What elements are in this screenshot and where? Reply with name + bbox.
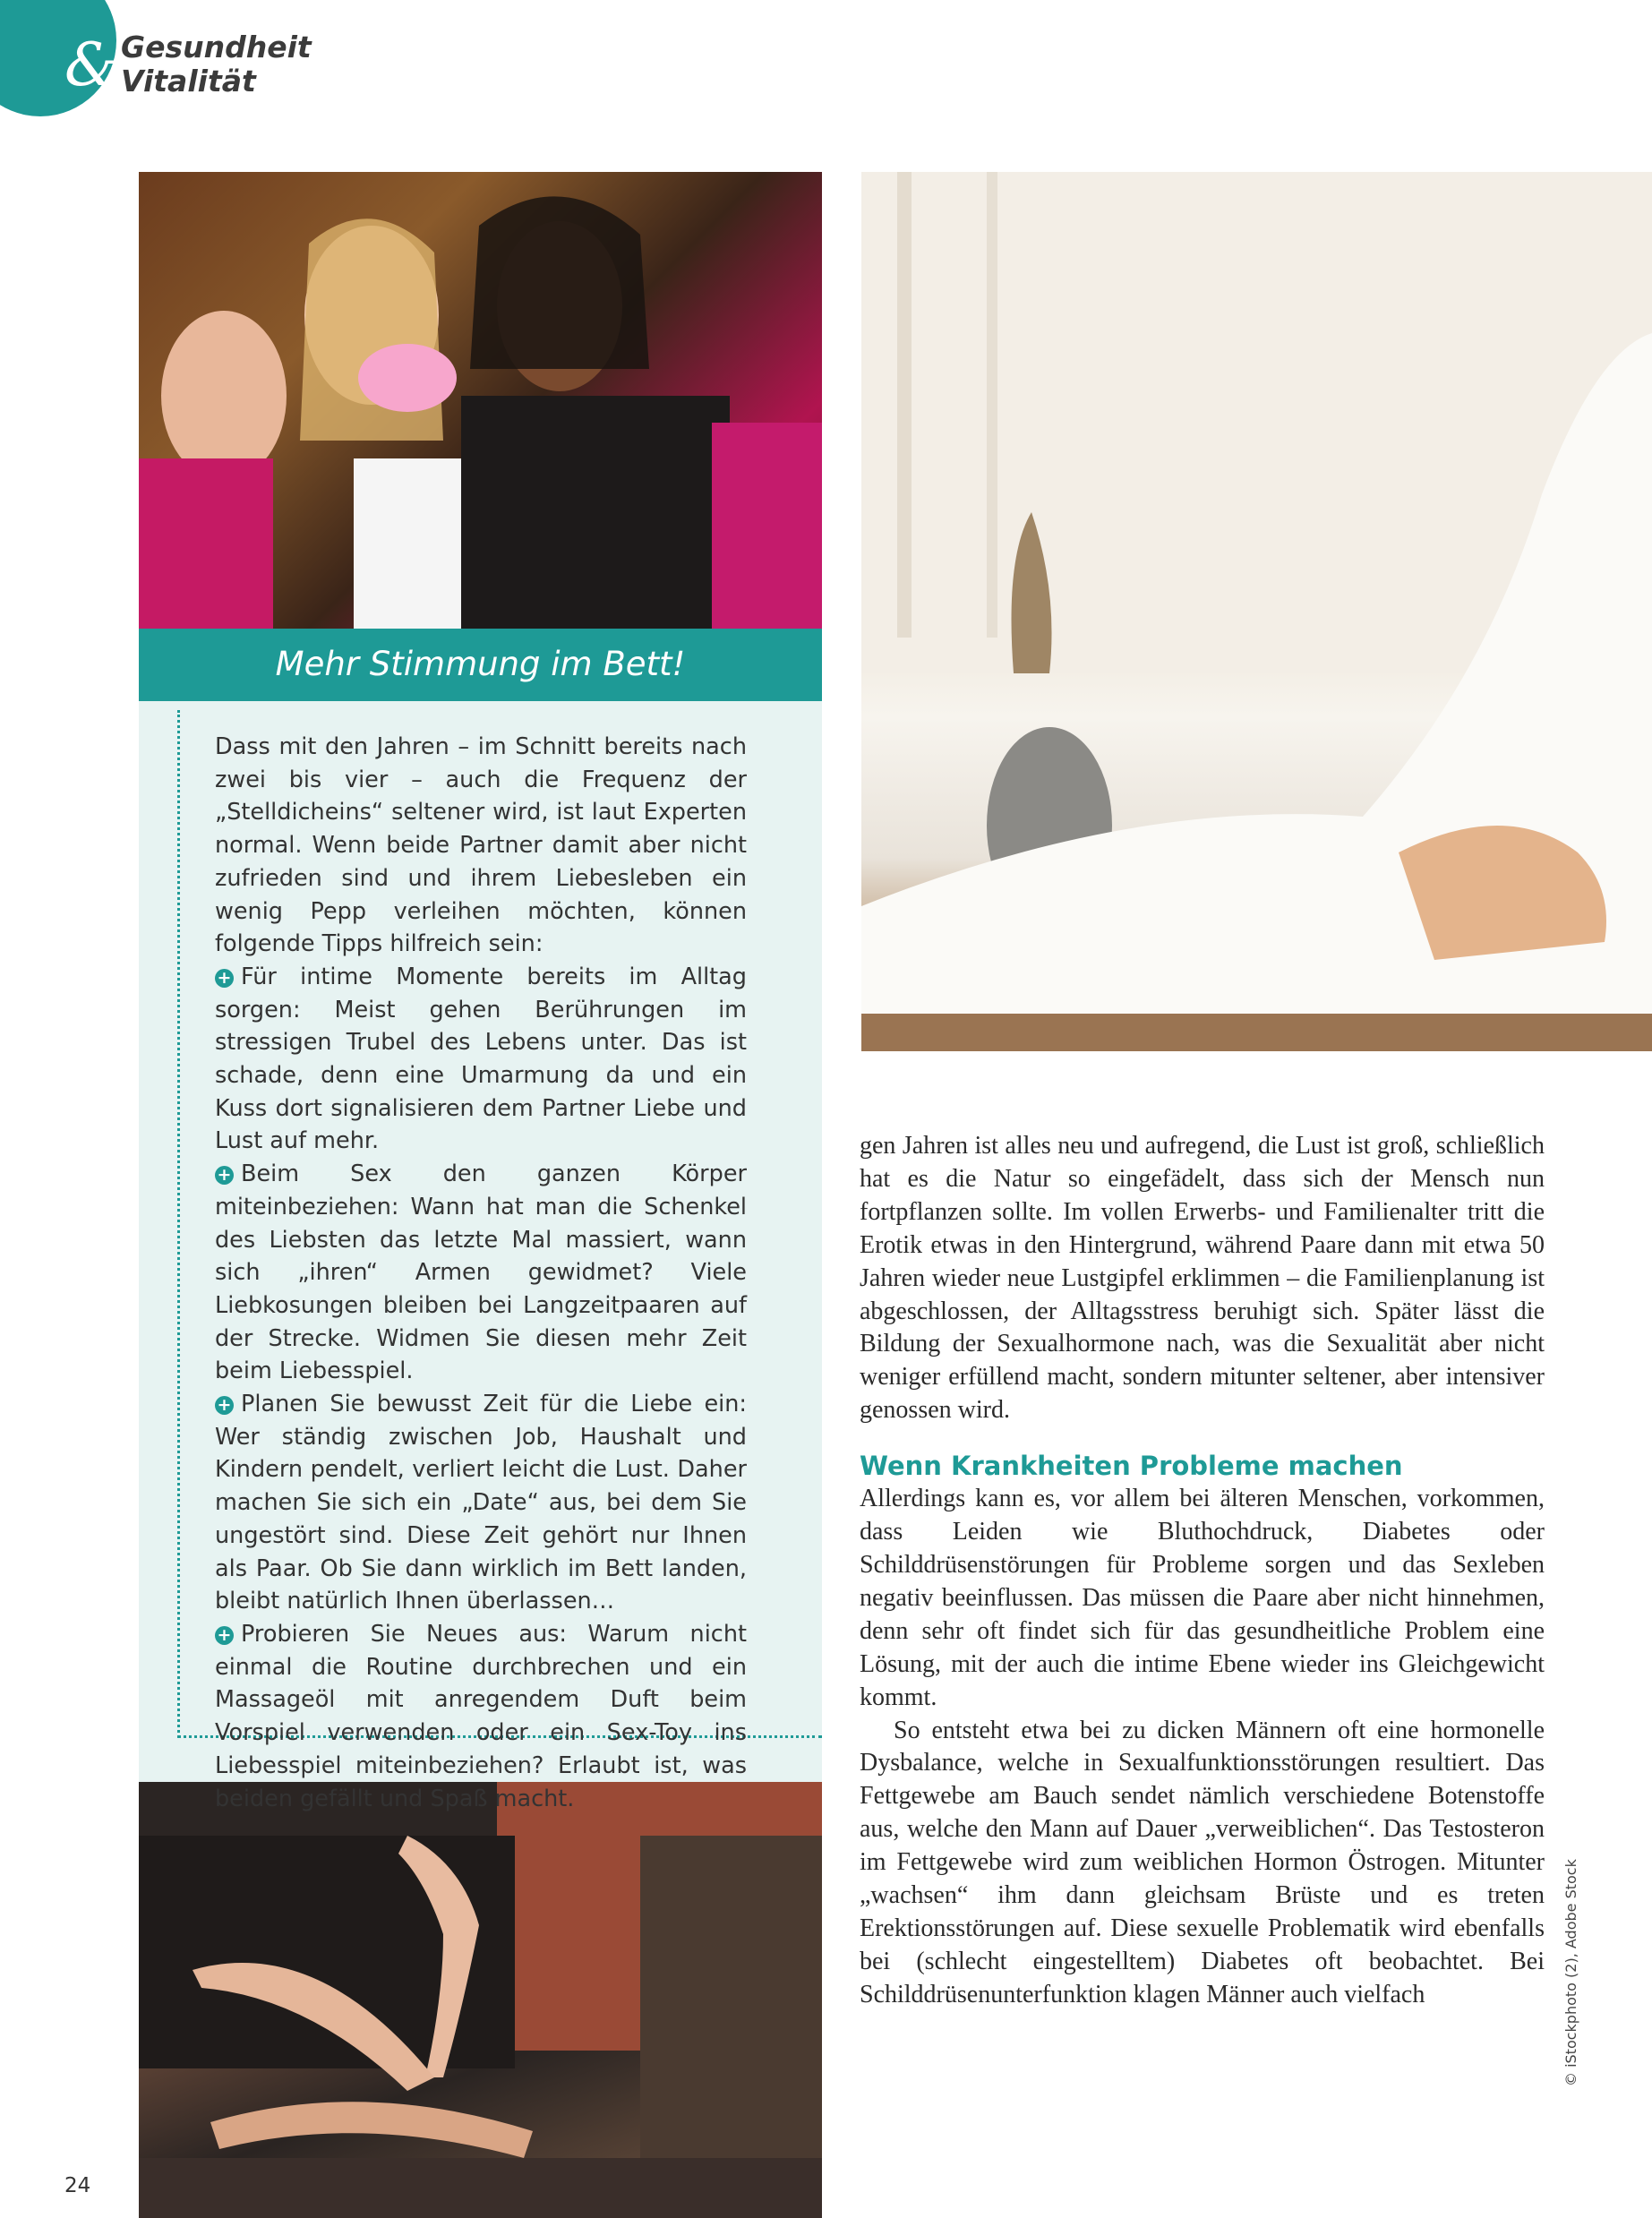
article-paragraph: So entsteht etwa bei zu dicken Männern oft eine hormonelle Dysbalance, welche in Sexualfunktionsstörungen resultiert. Das Fettgewebe am Bauch sendet nämlich verschiedene Botenstoffe aus, welche den Mann auf Dauer „verweiblichen“. Das Testosteron im Fettgewebe wird zum weiblichen Hormon Östrogen. Mitunter „wachsen“ ihm dann gleichsam Brüste und es treten Erektionsstörungen auf. Diese sexuelle Problematik wird ebenfalls bei (schlecht eingestelltem) Diabetes oft beobachtet. Bei Schilddrüsenunterfunktion klagen Männer auch vielfach xyxy=(860,1716,1545,2008)
photo-credit: © iStockphoto (2), Adobe Stock xyxy=(1562,1859,1579,2086)
section-title-line2: Vitalität xyxy=(121,64,256,98)
page-number: 24 xyxy=(64,2174,91,2197)
photo-women-surprised xyxy=(139,172,822,629)
article-paragraph: Allerdings kann es, vor allem bei älteren Menschen, vorkommen, dass Leiden wie Bluthochdruck, Diabetes oder Schilddrüsenstörungen für Probleme sorgen und das Sexleben negativ beeinflussen. Das müssen die Paare aber nicht hinnehmen, denn sehr oft findet sich für das gesundheitliche Problem eine Lösung, mit der auch die intime Ebene wieder ins Gleichgewicht kommt. xyxy=(860,1485,1545,1711)
plus-icon: + xyxy=(215,969,234,988)
tip-text: Beim Sex den ganzen Körper miteinbeziehen: Wann hat man die Schenkel des Liebsten das letzte Mal massiert, wann sich „ihren“ Armen gewidmet? Viele Liebkosungen bleiben bei Langzeitpaaren auf der Strecke. Widmen Sie diesen mehr Zeit beim Liebesspiel. xyxy=(215,1160,747,1385)
photo-couple-legs-art xyxy=(139,1782,822,2218)
article-paragraph: gen Jahren ist alles neu und aufregend, die Lust ist groß, schließlich hat es die Natur so eingefädelt, dass sich der Mensch nun fortpflanzen sollte. Im vollen Erwerbs- und Familienalter tritt die Erotik etwas in den Hintergrund, während Paare dann mit etwa 50 Jahren wieder neue Lustgipfel erklimmen – die Familienplanung ist abgeschlossen, der Alltagsstress beruhigt sich. Später lässt die Bildung der Sexualhormone nach, was die Sexualität aber nicht weniger erfüllend macht, sondern mitunter seltener, aber intensiver genossen wird. xyxy=(860,1132,1545,1425)
ampersand-logo: & xyxy=(64,30,117,99)
photo-woman-in-bed-art xyxy=(861,172,1652,1051)
article-column xyxy=(860,1130,1545,2012)
tips-box-body xyxy=(215,731,747,1815)
plus-icon: + xyxy=(215,1396,234,1415)
section-title xyxy=(121,30,312,98)
tip-text: Planen Sie bewusst Zeit für die Liebe ein: Wer ständig zwischen Job, Haushalt und Kindern pendelt, verliert leicht die Lust. Daher machen Sie sich ein „Date“ aus, bei dem Sie ungestört sind. Diese Zeit gehört nur Ihnen als Paar. Ob Sie dann wirklich im Bett landen, bleibt natürlich Ihnen überlassen… xyxy=(215,1391,747,1615)
photo-woman-in-bed xyxy=(861,172,1652,1051)
plus-icon: + xyxy=(215,1166,234,1185)
tip-item xyxy=(215,1618,747,1815)
tip-item xyxy=(215,1158,747,1388)
photo-couple-legs xyxy=(139,1782,822,2218)
plus-icon: + xyxy=(215,1626,234,1645)
tip-text: Für intime Momente bereits im Alltag sorgen: Meist gehen Berührungen im stressigen Trubel des Lebens unter. Das ist schade, denn eine Umarmung da und ein Kuss dort signalisieren dem Partner Liebe und Lust auf mehr. xyxy=(215,963,747,1155)
section-title-line1: Gesundheit xyxy=(121,30,312,64)
tip-item xyxy=(215,961,747,1158)
tips-intro: Dass mit den Jahren – im Schnitt bereits nach zwei bis vier – auch die Frequenz der „Stelldicheins“ seltener wird, ist laut Experten normal. Wenn beide Partner damit aber nicht zufrieden sind und ihrem Liebesleben ein wenig Pepp verleihen möchten, können folgende Tipps hilfreich sein: xyxy=(215,733,747,958)
tip-text: Probieren Sie Neues aus: Warum nicht einmal die Routine durchbrechen und ein Massageöl mit anregendem Duft beim Vorspiel verwenden oder ein Sex-Toy ins Liebesspiel miteinbeziehen? Erlaubt ist, was beiden gefällt und Spaß macht. xyxy=(215,1620,747,1812)
photo-women-surprised-art xyxy=(139,172,822,629)
tip-item xyxy=(215,1388,747,1618)
article-subheading: Wenn Krankheiten Probleme machen xyxy=(860,1451,1403,1482)
tips-box-title: Mehr Stimmung im Bett! xyxy=(275,645,686,683)
